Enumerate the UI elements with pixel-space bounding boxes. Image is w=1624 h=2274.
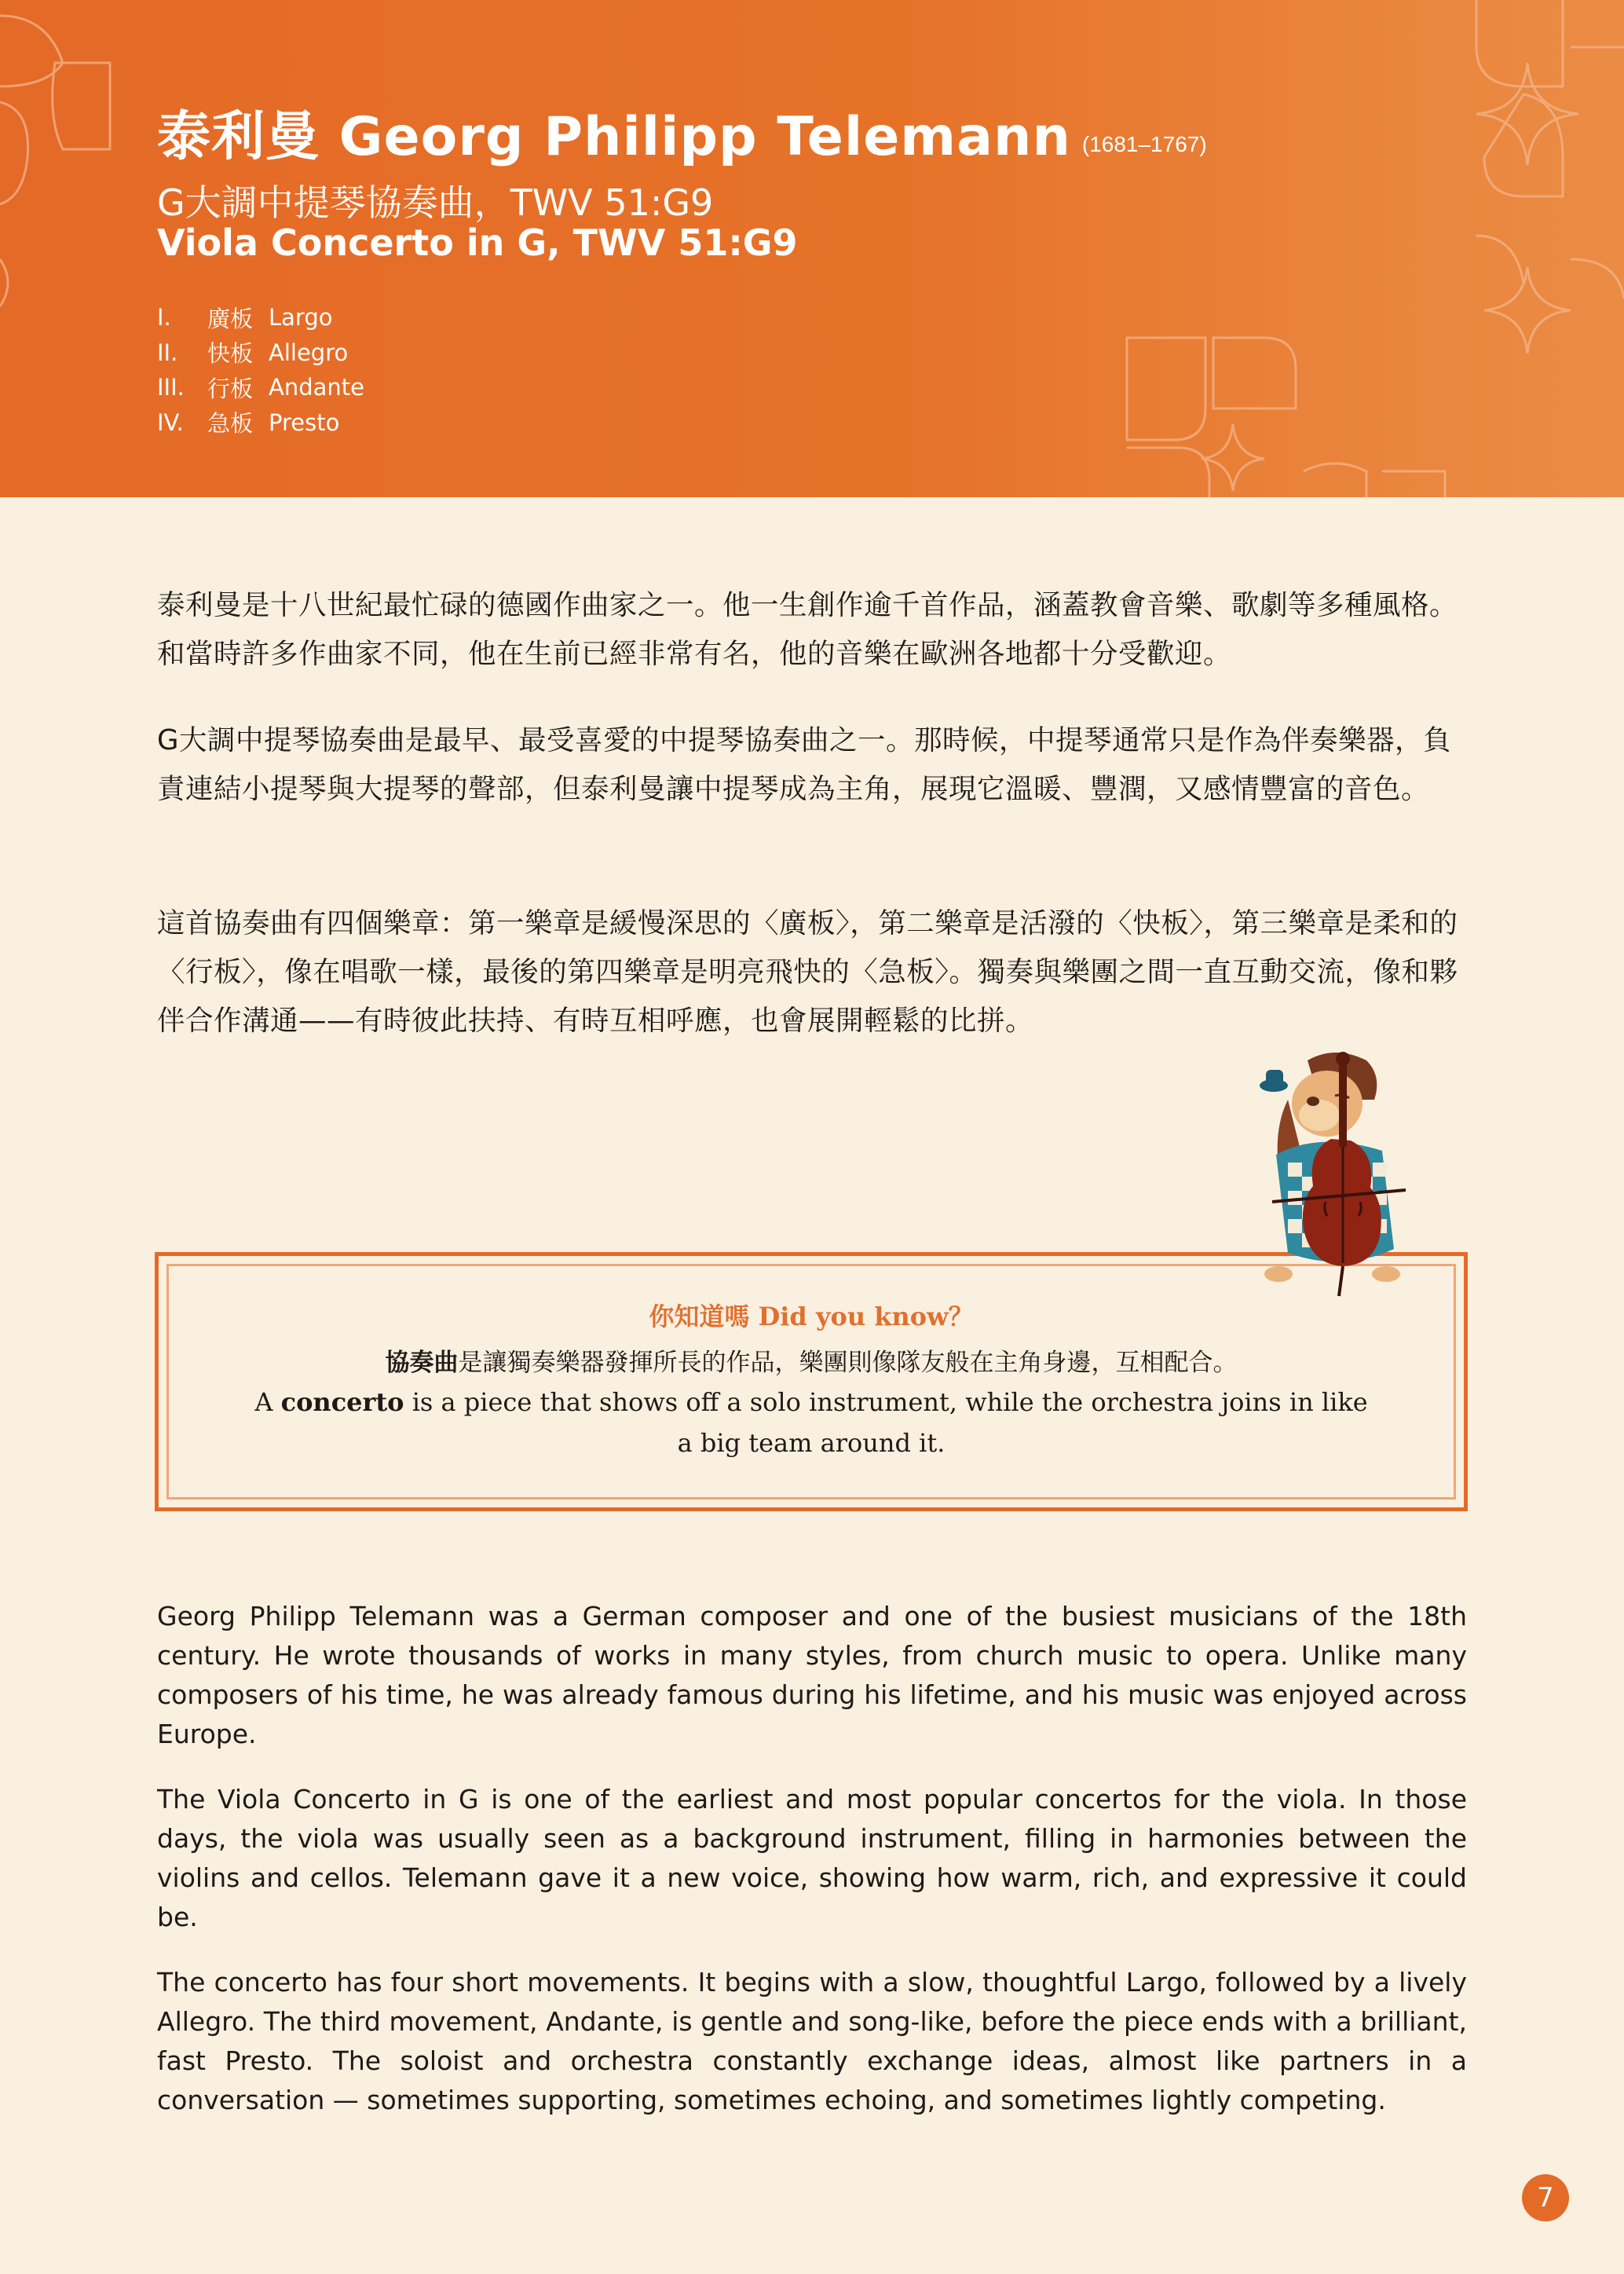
movement-name-chinese: 行板: [207, 375, 254, 402]
movement-number: II.: [157, 339, 178, 366]
composer-name: 泰利曼 Georg Philipp Telemann: [157, 106, 1071, 168]
movement-list: [157, 300, 364, 440]
term-concerto-english: concerto: [280, 1387, 404, 1417]
movement-name-english: Presto: [269, 408, 340, 436]
header-banner: [0, 0, 1624, 497]
did-you-know-chinese-text: [159, 1342, 1464, 1378]
definition-english: is a piece that shows off a solo instrument, while the orchestra joins in like a big team around it.: [404, 1387, 1368, 1458]
definition-chinese: 是讓獨奏樂器發揮所長的作品，樂團則像隊友般在主角身邊，互相配合。: [458, 1349, 1238, 1377]
composer-title-row: [157, 94, 1207, 170]
term-concerto-chinese: 協奏曲: [385, 1349, 459, 1377]
english-paragraph-3: The concerto has four short movements. It begins with a slow, thoughtful Largo, followed by a lively Allegro. The third movement, Andante, is gentle and song-like, before the piece ends with a brilliant, fast Presto. The soloist and orchestra constantly exchange ideas, almost like partners in a conversation — sometimes supporting, sometimes echoing, and sometimes lightly competing.: [157, 1967, 1467, 2115]
composer-years: (1681–1767): [1081, 132, 1207, 156]
did-you-know-title: 你知道嗎 Did you know？: [649, 1302, 974, 1331]
movement-name-chinese: 廣板: [207, 305, 254, 332]
chinese-paragraph-1: 泰利曼是十八世紀最忙碌的德國作曲家之一。他一生創作逾千首作品，涵蓋教會音樂、歌劇等多種風格。和當時許多作曲家不同，他在生前已經非常有名，他的音樂在歐洲各地都十分受歡迎。: [157, 589, 1458, 670]
movement-name-chinese: 急板: [207, 410, 254, 438]
movement-item: [157, 300, 364, 335]
movement-item: [157, 370, 364, 405]
movement-name-english: Andante: [269, 374, 364, 401]
did-you-know-english-text: [245, 1382, 1377, 1463]
english-paragraph-1: Georg Philipp Telemann was a German composer and one of the busiest musicians of the 18th century. He wrote thousands of works in many styles, from church music to opera. Unlike many composers of his time, he was already famous during his lifetime, and his music was enjoyed across Europe.: [157, 1601, 1467, 1749]
work-title-english: Viola Concerto in G, TWV 51:G9: [157, 222, 798, 264]
movement-number: III.: [157, 374, 185, 401]
definition-prefix: A: [254, 1387, 281, 1417]
movement-name-english: Largo: [269, 304, 333, 331]
movement-item: [157, 405, 364, 441]
chinese-paragraph-2: G大調中提琴協奏曲是最早、最受喜愛的中提琴協奏曲之一。那時候，中提琴通常只是作為伴奏樂器，負責連結小提琴與大提琴的聲部，但泰利曼讓中提琴成為主角，展現它溫暖、豐潤，又感情豐富的音色。: [157, 724, 1452, 805]
movement-item: [157, 335, 364, 371]
dog-cellist-illustration: [1225, 1045, 1437, 1312]
movement-name-english: Allegro: [269, 339, 349, 366]
movement-name-chinese: 快板: [207, 340, 254, 368]
movement-number: IV.: [157, 408, 184, 436]
work-title-chinese: G大調中提琴協奏曲，TWV 51:G9: [157, 181, 714, 224]
chinese-paragraph-3: 這首協奏曲有四個樂章：第一樂章是緩慢深思的〈廣板〉，第二樂章是活潑的〈快板〉，第三樂章是柔和的〈行板〉，像在唱歌一樣，最後的第四樂章是明亮飛快的〈急板〉。獨奏與樂團之間一直互動交流，像和夥伴合作溝通——有時彼此扶持、有時互相呼應，也會展開輕鬆的比拼。: [157, 907, 1458, 1037]
english-paragraph-2: The Viola Concerto in G is one of the earliest and most popular concertos for the viola. In those days, the viola was usually seen as a background instrument, filling in harmonies between the violins and cellos. Telemann gave it a new voice, showing how warm, rich, and expressive it could be.: [157, 1784, 1467, 1932]
movement-number: I.: [157, 304, 171, 331]
page-number-badge: 7: [1522, 2174, 1569, 2221]
